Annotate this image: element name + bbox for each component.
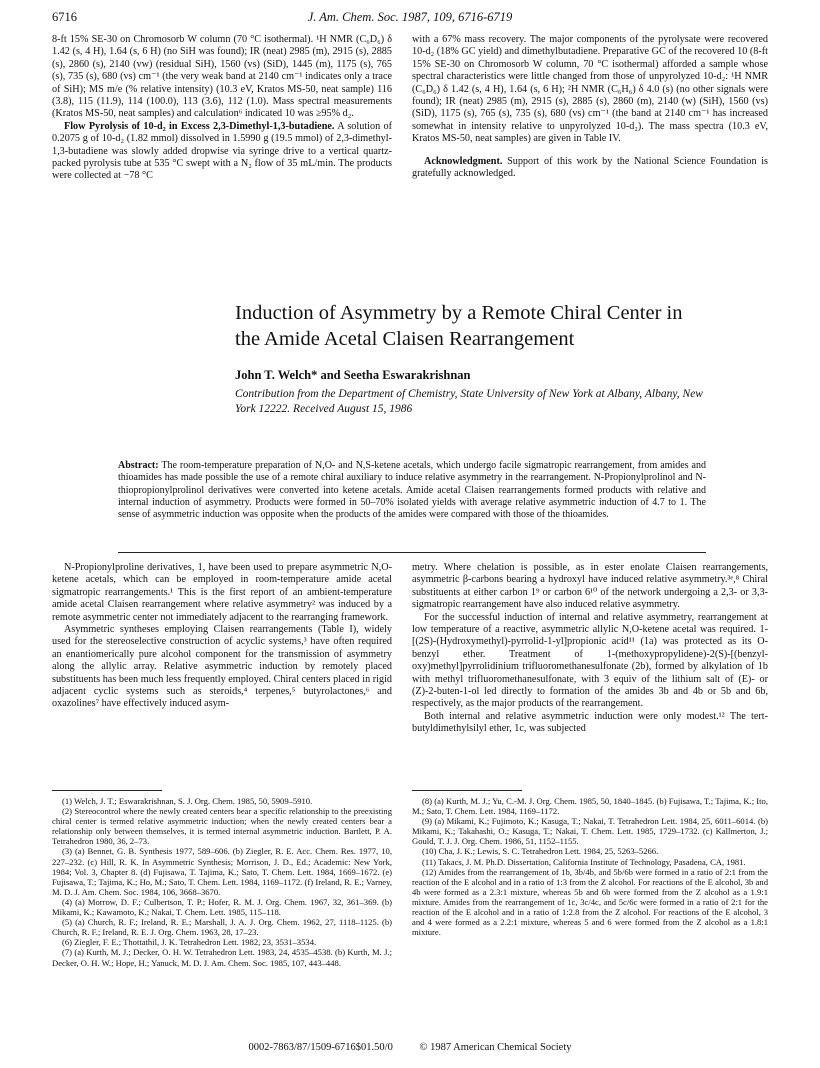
page-number: 6716 (52, 10, 77, 24)
body-paragraph-2: For the successful induction of internal and relative asymmetry, rearrangement at low temperature of a reactive, asymmetric allylic N,O-ketene acetal was required. 1-[(2S)-(Hydroxymethyl)-pyrrolid-1-yl]propionic acid¹¹ (1a) was protected as its O-benzyl ether. Treatment of 1-(methoxypropylidene)-2(S)-[(benzyl-oxy)methyl]pyrrolidinium trifluoromethanesulfonate (2b), formed by alkylation of 1b with methyl trifluoromethanesulfonate, with 3 equiv of the lithium salt of (E)- or (Z)-2-buten-1-ol led directly to formation of the amides 3b and 4b or 5b and 6b, respectively, as the major products of the rearrangement. (412, 611, 768, 710)
acknowledgment-heading: Acknowledgment. (424, 155, 503, 167)
footnote: (2) Stereocontrol where the newly created centers bear a specific relationship to the preexisting chiral center is termed relative asymmetric induction; when the newly created centers bear a relationship only between themselves, it is termed internal asymmetric induction. Bartlett, P. A. Tetrahedron 1980, 36, 2–73. (52, 806, 392, 847)
page-footer (0, 1042, 820, 1053)
intro-paragraph-1: N-Propionylproline derivatives, 1, have been used to prepare asymmetric N,O-ketene acetals, which can be employed in room-temperature amide acetal sigmatropic rearrangements.¹ This is the first report of an ambient-temperature amide acetal Claisen rearrangement where relative asymmetry² was induced by a remote asymmetric center not immediately adjacent to the rearranging framework. (52, 562, 392, 623)
footnotes-right (412, 796, 768, 937)
copyright-notice: © 1987 American Chemical Society (419, 1042, 572, 1053)
article-affiliation: Contribution from the Department of Chemistry, State University of New York at Albany, Albany, New York 12222. Received August 15, 1986 (235, 388, 703, 415)
footnote: (3) (a) Bennet, G. B. Synthesis 1977, 589–606. (b) Ziegler, R. E. Acc. Chem. Res. 1977, 10, 227–232. (c) Hill, R. K. In Asymmetric Synthesis; Morrison, J. D., Ed.; Academic: New York, 1984; Vol. 3, Chapter 8. (d) Fujisawa, T. Tajima, K.; Sato, T. Chem. Lett. 1984, 1669–1672. (e) Fujisawa, T.; Tajima, K.; Ho, M.; Sato, T. Chem. Lett. 1984, 1169–1172. (f) Ireland, R. E.; Varney, M. D. J. Am. Chem. Soc. 1984, 106, 3668–3670. (52, 846, 392, 897)
previous-article-left-column (52, 34, 392, 183)
flow-pyrolysis-paragraph (52, 121, 392, 183)
previous-article-right-column (412, 34, 768, 180)
footnote: (1) Welch, J. T.; Eswarakrishnan, S. J. Org. Chem. 1985, 50, 5909–5910. (62, 796, 313, 806)
flow-pyrolysis-text: A solution of 0.2075 g of 10-d₂ (1.82 mmol) dissolved in 1.5990 g (19.5 mmol) of 2,3-dimethyl-1,3-butadiene was slowly added dropwise via syringe drive to a vertical quartz-packed pyrolysis tube at 535 °C swept with a N₂ flow of 35 mL/min. The products were collected at −78 °C (52, 120, 392, 182)
flow-pyrolysis-heading: Flow Pyrolysis of 10-d₂ in Excess 2,3-Dimethyl-1,3-butadiene. (64, 120, 335, 132)
abstract-label: Abstract: (118, 460, 159, 471)
abstract (118, 460, 706, 521)
journal-year: 1987, (401, 10, 431, 24)
footnote: (8) (a) Kurth, M. J.; Yu, C.-M. J. Org. Chem. 1985, 50, 1840–1845. (b) Fujisawa, T.; Tajima, K.; Ito, M.; Sato, T. Chem. Lett. 1984, 1169–1172. (412, 796, 768, 817)
body-paragraph-3: Both internal and relative asymmetric induction were only modest.¹² The tert-butyldimethylsilyl ether, 1c, was subjected (412, 710, 768, 735)
body-paragraph-1: metry. Where chelation is possible, as in ester enolate Claisen rearrangements, asymmetric β-carbons bearing a hydroxyl have induced relative asymmetry.³ᵉ,⁸ Chiral substituents at either carbon 1⁹ or carbon 6¹⁰ of the network undergoing a 2,3- or 3,3-sigmatropic rearrangement have also induced relative asymmetry. (412, 562, 768, 611)
acknowledgment (412, 156, 768, 181)
footnote: (7) (a) Kurth, M. J.; Decker, O. H. W. Tetrahedron Lett. 1983, 24, 4535–4538. (b) Kurth, M. J.; Decker, O. H. W.; Hope, H.; Yanuck, M. D. J. Am. Chem. Soc. 1985, 107, 443–448. (52, 947, 392, 968)
body-left-column (52, 562, 392, 711)
journal-pages: 6716-6719 (458, 10, 513, 24)
journal-volume: 109, (433, 10, 456, 24)
intro-paragraph-2: Asymmetric syntheses employing Claisen rearrangements (Table I), widely used for the stereoselective construction of acyclic systems,³ have often required an enantiomerically pure alcohol component for the transmission of asymmetry along the allylic array. Relative asymmetric induction by remotely placed substituents has been much less frequently employed. Chiral centers placed in rigid adjacent cyclic systems such as steroids,⁴ terpenes,⁵ butyrolactones,⁶ and oxazolines⁷ have effectively induced asym- (52, 624, 392, 710)
footnote: (12) Amides from the rearrangement of 1b, 3b/4b, and 5b/6b were formed in a ratio of 2:1 from the reaction of the E alcohol and in a ratio of 1:3 from the Z alcohol. For reactions of the E alcohol, 3b and 4b were formed as a 2.3:1 mixture, whereas 5b and 6b were formed from the Z alcohol as a 1.9:1 mixture. Amides from the rearrangement of 1c, 3c/4c, and 5c/6c were formed in a ratio of 2:1 for the reaction of the E alcohol and in a ratio of 1:2.8 from the Z alcohol. For reactions of the E alcohol, 3 and 4 were formed as a 2.2:1 mixture, whereas 5 and 6 were formed from the Z alcohol as a 1.8:1 mixture. (412, 866, 768, 938)
body-right-column (412, 562, 768, 736)
abstract-text: The room-temperature preparation of N,O- and N,S-ketene acetals, which undergo facile sigmatropic rearrangement, from amides and thioamides has made possible the use of a remote chiral auxiliary to induce relative asymmetry in the rearrangement. N-Propionylprolinol and N-thiopropionylprolinol derivatives were converted into ketene acetals. Amide acetal Claisen rearrangements formed products with relative and internal induction of asymmetry. Products were formed in 50–70% isolated yields with average relative asymmetric induction of 4.7 to 1. The sense of asymmetric induction was opposite when the products of the amides were compared with those of the thioamides. (118, 460, 706, 521)
abstract-divider (118, 552, 706, 553)
footnote: (10) Cha, J. K.; Lewis, S. C. Tetrahedron Lett. 1984, 25, 5263–5266. (422, 846, 659, 857)
acknowledgment-text: Support of this work by the National Science Foundation is gratefully acknowledged. (412, 155, 768, 180)
article-authors: John T. Welch* and Seetha Eswarakrishnan (235, 368, 471, 382)
footnote: (9) (a) Mikami, K.; Fujimoto, K.; Kasuga, T.; Nakai, T. Tetrahedron Lett. 1984, 25, 6011–6014. (b) Mikami, K.; Takahashi, O.; Kasuga, T.; Nakai, T. Chem. Lett. 1985, 1729–1732. (c) Kallmerton, J.; Gould, T. J. J. Org. Chem. 1986, 51, 1152–1155. (412, 816, 768, 847)
pyrolysate-paragraph: with a 67% mass recovery. The major components of the pyrolysate were recovered 10-d₂ (18% GC yield) and dimethylbutadiene. Preparative GC of the recovered 10 (8-ft 15% SE-30 on Chromosorb W column, 70 °C isothermal) afforded a sample whose spectral characteristics were little changed from those of unpyrolyzed 10-d₂: ¹H NMR (C₆D₆) δ 1.42 (s, 4 H), 1.64 (s, 6 H); ²H NMR (C₆H₆) δ 4.0 (s) (no other signals were found); IR (neat) 2985 (m), 2915 (s), 2885 (s), 2860 (m), 2140 (w) (SiH), 1560 (vs) (SiD), 1175 (s), 765 (s), 735 (s), 680 (vs) cm⁻¹ (the band at 2140 cm⁻¹ has increased somewhat in intensity relative to unpyrolyzed 10-d₂). The mass spectra (10.3 eV, Kratos MS-50, neat samples) are given in Table IV. (412, 34, 768, 145)
footnote-rule-right (412, 790, 522, 791)
footnotes-left (52, 796, 392, 968)
journal-name: J. Am. Chem. Soc. (307, 10, 399, 24)
journal-citation (52, 10, 768, 25)
running-header (52, 10, 768, 28)
article-code: 0002-7863/87/1509-6716$01.50/0 (248, 1042, 393, 1053)
footnote: (4) (a) Morrow, D. F.; Culbertson, T. P.; Hofer, R. M. J. Org. Chem. 1967, 32, 361–369. (b) Mikami, K.; Kawamoto, K.; Nakai, T. Chem. Lett. 1985, 115–118. (52, 896, 392, 918)
footnote: (5) (a) Church, R. F.; Ireland, R. E.; Marshall, J. A. J. Org. Chem. 1962, 27, 1118–1125. (b) Church, R. F.; Ireland, R. E. J. Org. Chem. 1963, 28, 17–23. (52, 917, 392, 938)
experimental-paragraph: 8-ft 15% SE-30 on Chromosorb W column (70 °C isothermal). ¹H NMR (C₆D₆) δ 1.42 (s, 4 H), 1.64 (s, 6 H) (no SiH was found); IR (neat) 2985 (m), 2915 (s), 2885 (s), 2860 (s), 2140 (vw) (residual SiH), 1560 (vs) (SiD), 1445 (m), 1175 (s), 765 (s), 735 (s), 680 (vs) cm⁻¹ (the very weak band at 2140 cm⁻¹ indicates only a trace of SiH); MS m/e (% relative intensity) (10.3 eV, Kratos MS-50, neat sample) 116 (3.8), 115 (11.9), 114 (100.0), 113 (3.6), 112 (1.0). Mass spectral measurements (Kratos MS-50, neat samples) and calculation⁶ indicated 10 was ≥95% d₂. (52, 34, 392, 120)
footnote-rule-left (52, 790, 162, 791)
footnote: (6) Ziegler, F. E.; Thottathil, J. K. Tetrahedron Lett. 1982, 23, 3531–3534. (62, 937, 317, 948)
footnote: (11) Takacs, J. M. Ph.D. Dissertation, California Institute of Technology, Pasadena, CA, 1981. (422, 856, 746, 867)
article-title: Induction of Asymmetry by a Remote Chiral Center in the Amide Acetal Claisen Rearrangement (235, 302, 683, 350)
